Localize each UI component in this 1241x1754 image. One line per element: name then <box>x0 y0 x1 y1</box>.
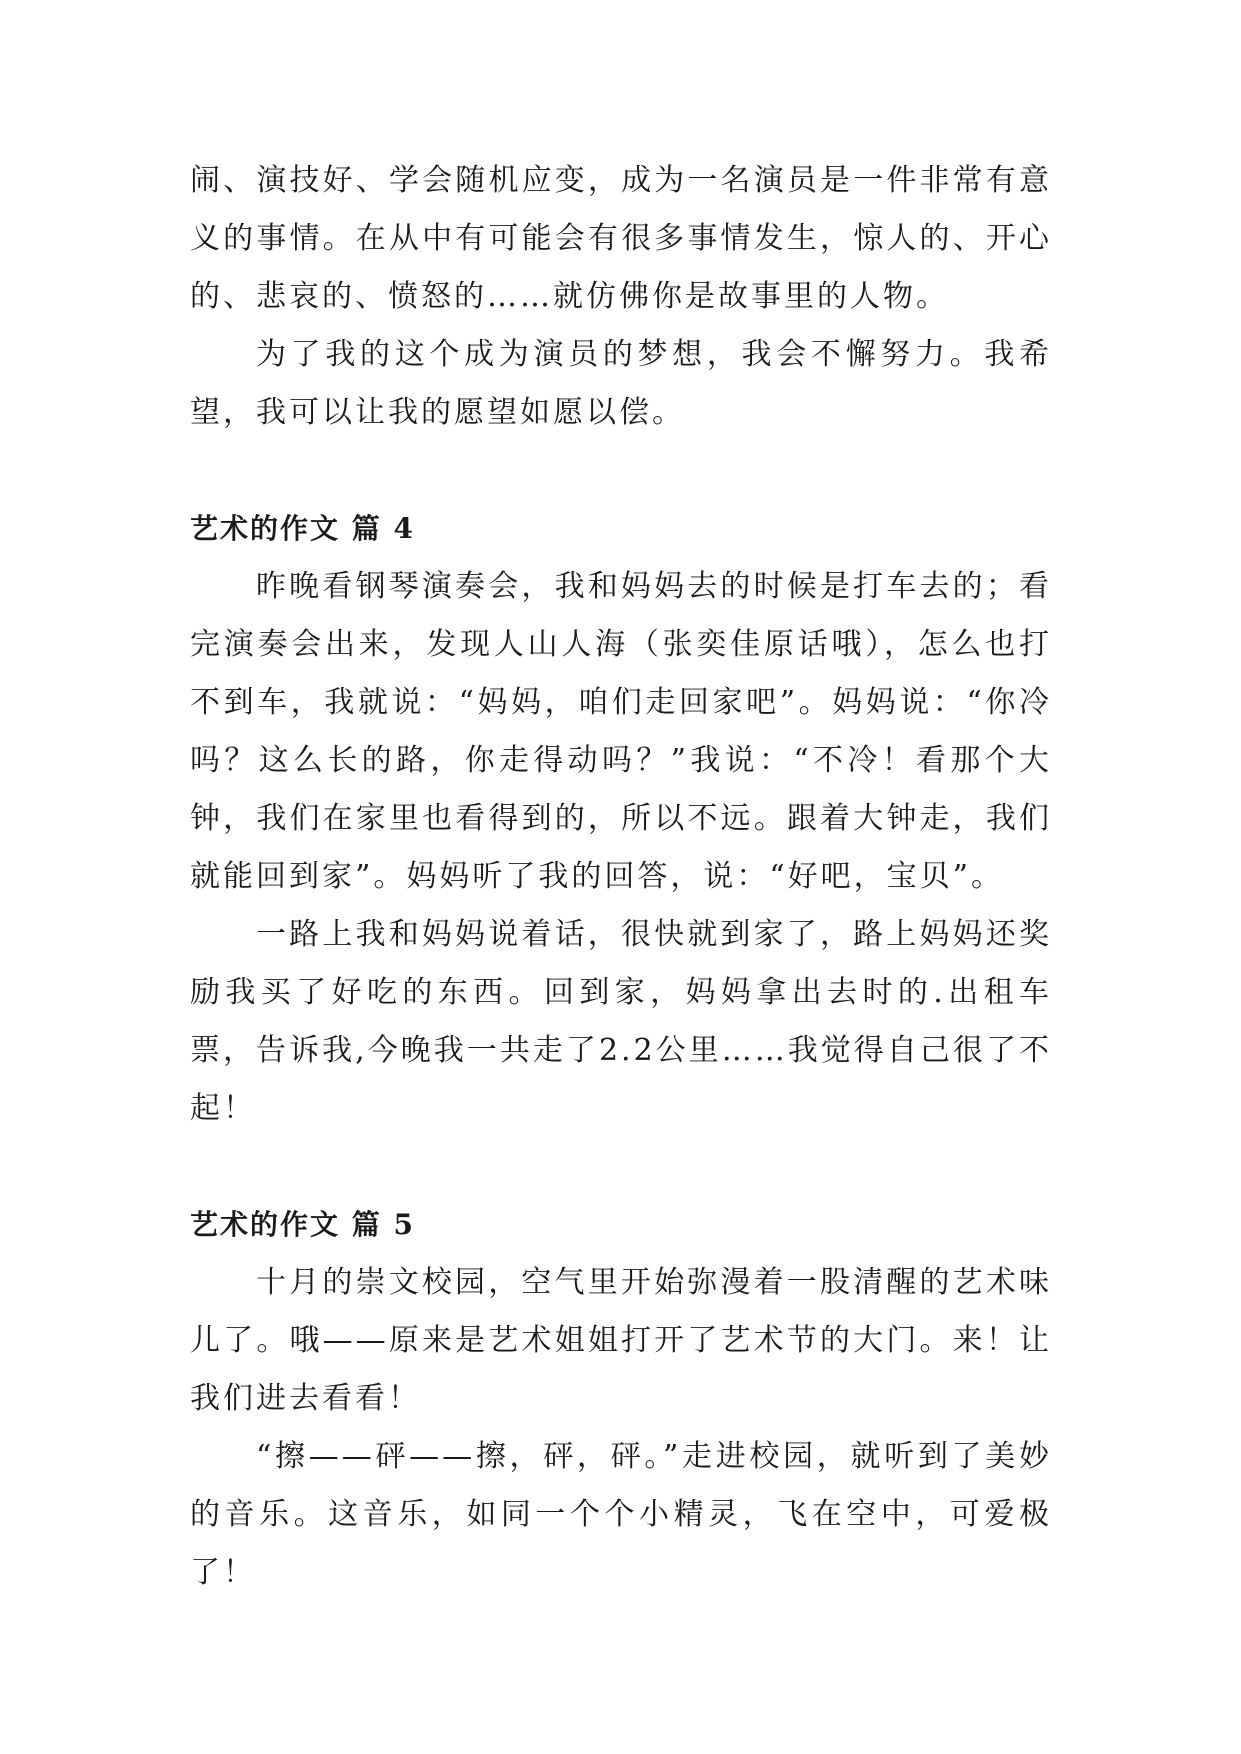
document-body <box>190 152 1052 1602</box>
body-paragraph: 昨晚看钢琴演奏会，我和妈妈去的时候是打车去的；看完演奏会出来，发现人山人海（张奕佳原话哦），怎么也打不到车，我就说：“妈妈，咱们走回家吧”。妈妈说：“你冷吗？这么长的路，你走得动吗？”我说：“不冷！看那个大钟，我们在家里也看得到的，所以不远。跟着大钟走，我们就能回到家”。妈妈听了我的回答，说：“好吧，宝贝”。 <box>190 569 1052 894</box>
body-paragraph: 为了我的这个成为演员的梦想，我会不懈努力。我希望，我可以让我的愿望如愿以偿。 <box>190 337 1052 430</box>
section-heading: 艺术的作文 篇 4 <box>190 512 415 545</box>
body-paragraph: 一路上我和妈妈说着话，很快就到家了，路上妈妈还奖励我买了好吃的东西。回到家，妈妈拿出去时的.出租车票，告诉我,今晚我一共走了2.2公里……我觉得自己很了不起！ <box>190 917 1052 1126</box>
section-heading: 艺术的作文 篇 5 <box>190 1208 415 1241</box>
section-spacer <box>190 442 1052 500</box>
body-paragraph: 十月的崇文校园，空气里开始弥漫着一股清醒的艺术味儿了。哦——原来是艺术姐姐打开了艺术节的大门。来！让我们进去看看！ <box>190 1265 1052 1416</box>
section-spacer <box>190 1138 1052 1196</box>
body-paragraph: “擦——砰——擦，砰，砰。”走进校园，就听到了美妙的音乐。这音乐，如同一个个小精灵，飞在空中，可爱极了！ <box>190 1439 1052 1590</box>
body-paragraph: 闹、演技好、学会随机应变，成为一名演员是一件非常有意义的事情。在从中有可能会有很多事情发生，惊人的、开心的、悲哀的、愤怒的……就仿佛你是故事里的人物。 <box>190 163 1052 314</box>
